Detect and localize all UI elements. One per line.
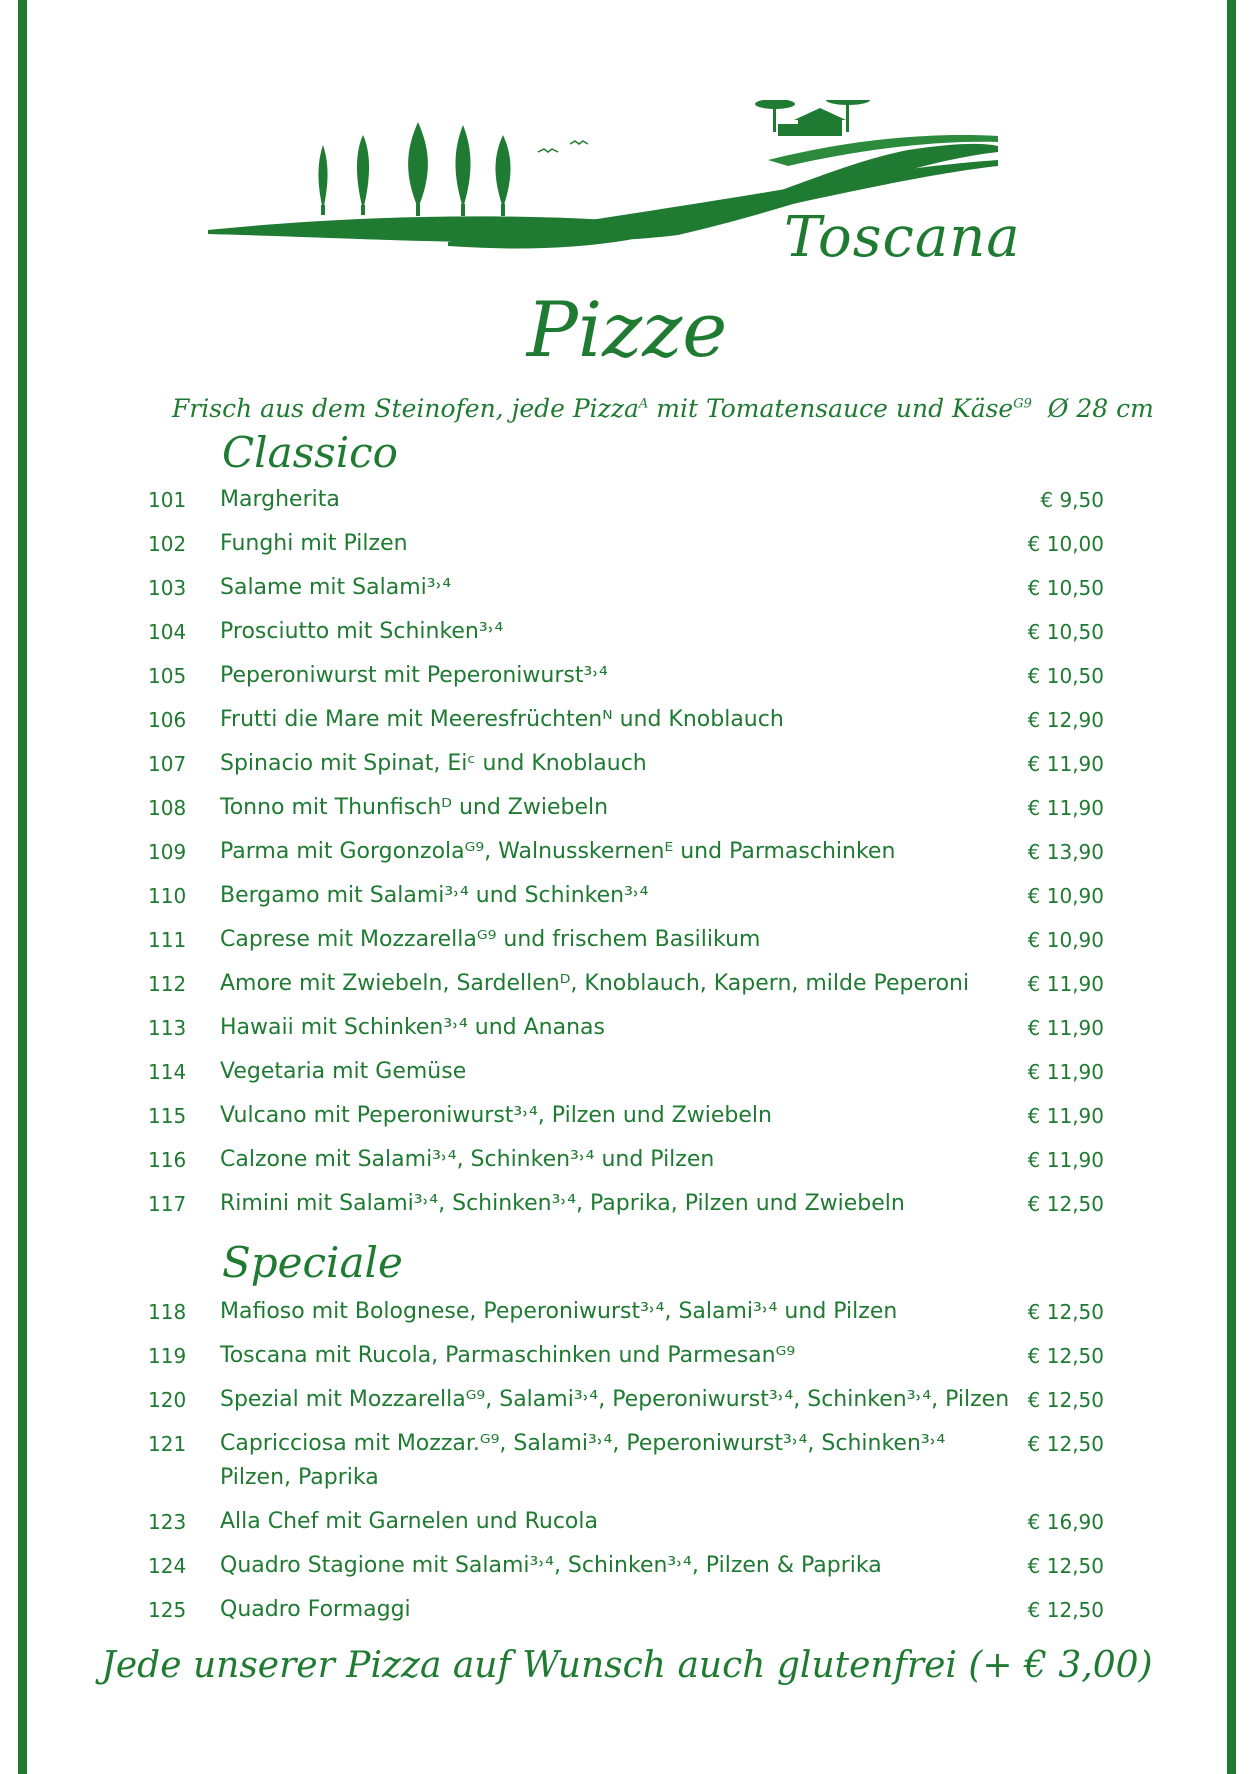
menu-item: [0, 962, 1254, 1006]
menu-item: [0, 874, 1254, 918]
item-number: 113: [148, 1016, 187, 1040]
item-name: Parma mit Gorgonzolaᴳ⁹, Walnusskernenᴱ und Parmaschinken: [220, 839, 896, 864]
item-price: € 11,90: [1027, 796, 1104, 820]
item-number: 107: [148, 752, 187, 776]
item-number: 125: [148, 1598, 187, 1622]
menu-item: [0, 1182, 1254, 1226]
subtitle-sup-a: A: [638, 396, 649, 412]
brand-name: Toscana: [784, 205, 1021, 270]
item-number: 120: [148, 1388, 187, 1412]
item-price: € 12,50: [1027, 1300, 1104, 1324]
item-name: Tonno mit Thunfischᴰ und Zwiebeln: [220, 795, 609, 820]
item-number: 102: [148, 532, 187, 556]
menu-item: [0, 1138, 1254, 1182]
gluten-free-note: Jede unserer Pizza auf Wunsch auch glutenfrei (+ € 3,00): [101, 1645, 1153, 1686]
item-price: € 11,90: [1027, 1060, 1104, 1084]
menu-item: [0, 522, 1254, 566]
item-name: Toscana mit Rucola, Parmaschinken und Parmesanᴳ⁹: [220, 1343, 796, 1368]
subtitle-text: Frisch aus dem Steinofen, jede Pizza: [172, 394, 639, 423]
item-price: € 10,50: [1027, 576, 1104, 600]
item-price: € 12,50: [1027, 1388, 1104, 1412]
item-price: € 12,50: [1027, 1432, 1104, 1456]
menu-item: [0, 830, 1254, 874]
item-price: € 11,90: [1027, 1148, 1104, 1172]
menu-item: [0, 1006, 1254, 1050]
section-title-classico: Classico: [222, 428, 398, 477]
item-name: Hawaii mit Schinken³˒⁴ und Ananas: [220, 1015, 605, 1040]
menu-item: [0, 1500, 1254, 1544]
menu-item: [0, 1422, 1254, 1500]
item-price: € 10,90: [1027, 928, 1104, 952]
item-price: € 9,50: [1040, 488, 1104, 512]
menu-item: [0, 1094, 1254, 1138]
item-number: 123: [148, 1510, 187, 1534]
item-name: Vegetaria mit Gemüse: [220, 1059, 467, 1084]
item-name: Alla Chef mit Garnelen und Rucola: [220, 1509, 598, 1534]
item-number: 109: [148, 840, 187, 864]
menu-item: [0, 654, 1254, 698]
item-name: Rimini mit Salami³˒⁴, Schinken³˒⁴, Paprika, Pilzen und Zwiebeln: [220, 1191, 905, 1216]
menu-item: [0, 1544, 1254, 1588]
item-number: 115: [148, 1104, 187, 1128]
subtitle-sup-g9: G9: [1013, 396, 1032, 412]
item-name: Quadro Formaggi: [220, 1597, 411, 1622]
item-price: € 11,90: [1027, 972, 1104, 996]
item-price: € 11,90: [1027, 1104, 1104, 1128]
classico-list: [0, 478, 1254, 1226]
item-number: 114: [148, 1060, 187, 1084]
item-price: € 12,50: [1027, 1344, 1104, 1368]
item-number: 117: [148, 1192, 187, 1216]
item-name: Quadro Stagione mit Salami³˒⁴, Schinken³˒⁴, Pilzen & Paprika: [220, 1553, 882, 1578]
menu-item: [0, 1588, 1254, 1632]
item-name: Funghi mit Pilzen: [220, 531, 408, 556]
item-number: 112: [148, 972, 187, 996]
menu-subtitle: [172, 394, 1154, 423]
item-price: € 11,90: [1027, 752, 1104, 776]
item-price: € 10,50: [1027, 664, 1104, 688]
menu-item: [0, 1378, 1254, 1422]
item-price: € 12,50: [1027, 1554, 1104, 1578]
item-name: Spezial mit Mozzarellaᴳ⁹, Salami³˒⁴, Peperoniwurst³˒⁴, Schinken³˒⁴, Pilzen: [220, 1387, 1010, 1412]
item-number: 101: [148, 488, 187, 512]
item-name: Margherita: [220, 487, 340, 512]
page-title: Pizze: [526, 285, 728, 374]
menu-item: [0, 1290, 1254, 1334]
item-name: Caprese mit Mozzarellaᴳ⁹ und frischem Basilikum: [220, 927, 761, 952]
item-number: 104: [148, 620, 187, 644]
item-number: 106: [148, 708, 187, 732]
item-name: Vulcano mit Peperoniwurst³˒⁴, Pilzen und Zwiebeln: [220, 1103, 772, 1128]
item-number: 110: [148, 884, 187, 908]
item-price: € 16,90: [1027, 1510, 1104, 1534]
item-price: € 12,50: [1027, 1192, 1104, 1216]
item-price: € 12,50: [1027, 1598, 1104, 1622]
item-number: 121: [148, 1432, 187, 1456]
item-number: 118: [148, 1300, 187, 1324]
item-number: 119: [148, 1344, 187, 1368]
item-name: Bergamo mit Salami³˒⁴ und Schinken³˒⁴: [220, 883, 649, 908]
item-price: € 11,90: [1027, 1016, 1104, 1040]
item-name: Amore mit Zwiebeln, Sardellenᴰ, Knoblauch, Kapern, milde Peperoni: [220, 971, 970, 996]
menu-item: [0, 1050, 1254, 1094]
item-name: Prosciutto mit Schinken³˒⁴: [220, 619, 504, 644]
item-name: Mafioso mit Bolognese, Peperoniwurst³˒⁴, Salami³˒⁴ und Pilzen: [220, 1299, 898, 1324]
menu-item: [0, 478, 1254, 522]
item-number: 124: [148, 1554, 187, 1578]
item-price: € 10,50: [1027, 620, 1104, 644]
pizza-size: Ø 28 cm: [1047, 394, 1154, 423]
item-name: Calzone mit Salami³˒⁴, Schinken³˒⁴ und Pilzen: [220, 1147, 715, 1172]
item-number: 111: [148, 928, 187, 952]
item-price: € 13,90: [1027, 840, 1104, 864]
item-number: 105: [148, 664, 187, 688]
item-number: 116: [148, 1148, 187, 1172]
item-number: 108: [148, 796, 187, 820]
subtitle-mid: mit Tomatensauce und Käse: [648, 394, 1014, 423]
menu-item: [0, 698, 1254, 742]
menu-item: [0, 566, 1254, 610]
item-price: € 12,90: [1027, 708, 1104, 732]
menu-item: [0, 1334, 1254, 1378]
menu-item: [0, 742, 1254, 786]
menu-item: [0, 918, 1254, 962]
item-name: Salame mit Salami³˒⁴: [220, 575, 452, 600]
item-name: Frutti die Mare mit Meeresfrüchtenᴺ und Knoblauch: [220, 707, 784, 732]
item-price: € 10,90: [1027, 884, 1104, 908]
menu-item: [0, 786, 1254, 830]
item-name: Capricciosa mit Mozzar.ᴳ⁹, Salami³˒⁴, Peperoniwurst³˒⁴, Schinken³˒⁴ Pilzen, Paprika: [220, 1431, 946, 1490]
menu-item: [0, 610, 1254, 654]
item-price: € 10,00: [1027, 532, 1104, 556]
item-name: Peperoniwurst mit Peperoniwurst³˒⁴: [220, 663, 608, 688]
item-number: 103: [148, 576, 187, 600]
speciale-list: [0, 1290, 1254, 1632]
section-title-speciale: Speciale: [222, 1238, 403, 1287]
item-name: Spinacio mit Spinat, Eiᶜ und Knoblauch: [220, 751, 647, 776]
